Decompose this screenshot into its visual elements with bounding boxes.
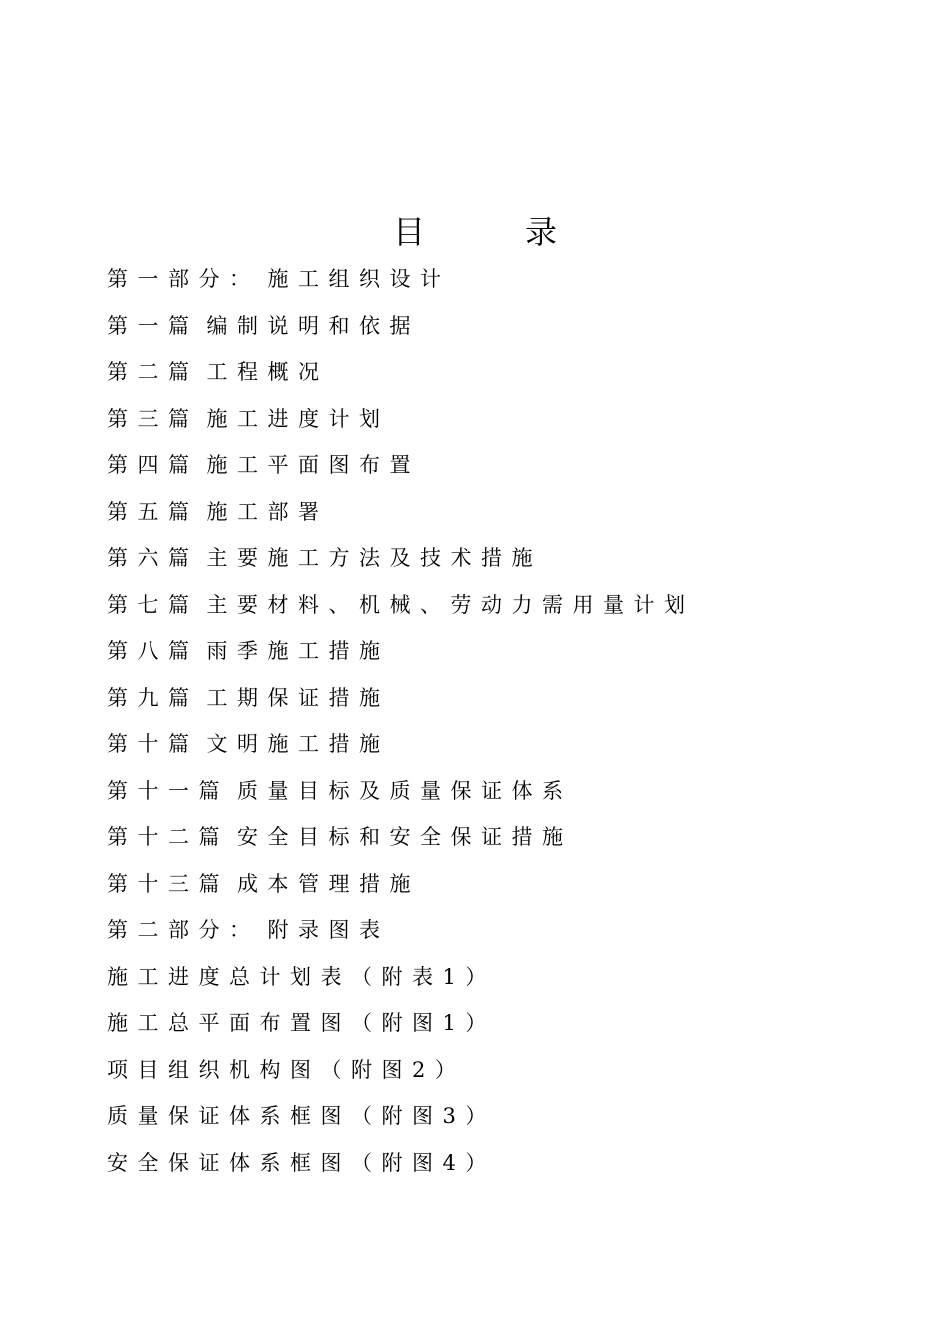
toc-entry-title: 施工进度总计划表（附表1） [107, 964, 496, 989]
toc-entry [107, 721, 695, 768]
toc-title [0, 210, 950, 254]
toc-entry-title: 编制说明和依据 [206, 313, 420, 338]
toc-appendix-entry [107, 954, 695, 1001]
toc-list [107, 256, 695, 1186]
toc-entry-chapter: 第七篇 [107, 592, 199, 617]
toc-title-left: 目 [392, 213, 425, 251]
toc-entry [107, 442, 695, 489]
toc-entry-title: 成本管理措施 [237, 871, 420, 896]
toc-entry-chapter: 第十篇 [107, 732, 199, 756]
toc-entry [107, 396, 695, 443]
toc-entry-chapter: 第九篇 [107, 685, 199, 710]
toc-entry-chapter: 第十三篇 [107, 871, 229, 896]
toc-entry-title: 安全保证体系框图（附图4） [107, 1150, 496, 1175]
toc-entry-title: 工程概况 [206, 360, 329, 384]
toc-entry-title: 施工总平面布置图（附图1） [107, 1011, 496, 1035]
toc-entry [107, 814, 695, 861]
toc-entry [107, 349, 695, 396]
toc-entry-title: 附录图表 [267, 918, 390, 942]
toc-entry-chapter: 第六篇 [107, 546, 199, 570]
toc-appendix-entry [107, 1000, 695, 1047]
toc-entry [107, 628, 695, 675]
toc-entry-title: 施工进度计划 [206, 406, 390, 431]
toc-entry-chapter: 第四篇 [107, 453, 199, 477]
toc-entry-title: 文明施工措施 [206, 732, 390, 756]
toc-entry-title: 质量保证体系框图（附图3） [107, 1104, 496, 1128]
toc-entry-chapter: 第五篇 [107, 499, 199, 524]
toc-entry-title: 施工组织设计 [267, 267, 451, 291]
toc-entry-title: 安全目标和安全保证措施 [237, 825, 573, 849]
toc-entry-title: 施工部署 [206, 499, 329, 524]
toc-entry-chapter: 第一部分： [107, 267, 260, 291]
toc-entry-chapter: 第八篇 [107, 639, 199, 663]
toc-entry-title: 主要材料、机械、劳动力需用量计划 [206, 592, 695, 617]
toc-entry-title: 质量目标及质量保证体系 [237, 778, 573, 803]
toc-entry-title: 主要施工方法及技术措施 [206, 546, 542, 570]
toc-entry-title: 施工平面图布置 [206, 453, 420, 477]
toc-entry-title: 项目组织机构图（附图2） [107, 1057, 466, 1082]
toc-title-right: 录 [525, 213, 558, 251]
toc-entry [107, 768, 695, 815]
toc-entry-chapter: 第二篇 [107, 360, 199, 384]
toc-entry-chapter: 第三篇 [107, 406, 199, 431]
toc-entry [107, 535, 695, 582]
toc-appendix-entry [107, 1140, 695, 1187]
toc-entry [107, 256, 695, 303]
toc-appendix-entry [107, 1047, 695, 1094]
toc-entry [107, 675, 695, 722]
toc-entry-chapter: 第一篇 [107, 313, 199, 338]
toc-entry-chapter: 第二部分： [107, 918, 260, 942]
toc-appendix-entry [107, 1093, 695, 1140]
toc-entry-chapter: 第十二篇 [107, 825, 229, 849]
toc-entry [107, 907, 695, 954]
toc-entry [107, 582, 695, 629]
toc-entry-title: 工期保证措施 [206, 685, 390, 710]
toc-entry-title: 雨季施工措施 [206, 639, 390, 663]
toc-entry-chapter: 第十一篇 [107, 778, 229, 803]
toc-entry [107, 861, 695, 908]
toc-entry [107, 303, 695, 350]
toc-entry [107, 489, 695, 536]
